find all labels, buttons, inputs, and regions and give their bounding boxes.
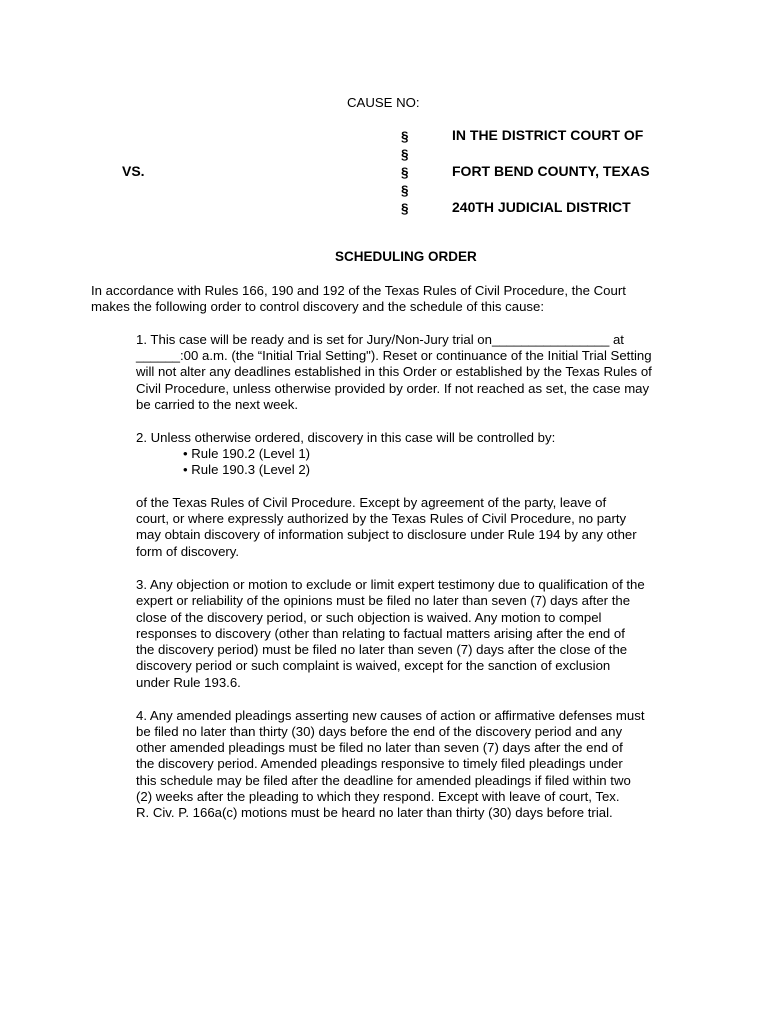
order-title: SCHEDULING ORDER: [335, 249, 477, 264]
paragraph-4-line: (2) weeks after the pleading to which they respond. Except with leave of court, Tex.: [136, 789, 620, 804]
paragraph-2-line: of the Texas Rules of Civil Procedure. Except by agreement of the party, leave of: [136, 495, 607, 510]
paragraph-2-line: form of discovery.: [136, 544, 240, 559]
paragraph-3-line: responses to discovery (other than relating to factual matters arising after the end of: [136, 626, 625, 641]
paragraph-4-line: R. Civ. P. 166a(c) motions must be heard no later than thirty (30) days before trial.: [136, 805, 613, 820]
bullet-item: • Rule 190.2 (Level 1): [183, 446, 311, 461]
paragraph-3-line: 3. Any objection or motion to exclude or limit expert testimony due to qualification of the: [136, 577, 645, 592]
paragraph-1-line: will not alter any deadlines established in this Order or established by the Texas Rules of: [136, 364, 652, 379]
court-line-county: FORT BEND COUNTY, TEXAS: [452, 163, 650, 179]
paragraph-3-line: close of the discovery period, or such objection is waived. Any motion to compel: [136, 610, 602, 625]
paragraph-1-line: be carried to the next week.: [136, 397, 299, 412]
section-symbol: §: [401, 183, 409, 198]
paragraph-3-line: expert or reliability of the opinions must be filed no later than seven (7) days after the: [136, 593, 631, 608]
paragraph-2-line: may obtain discovery of information subject to disclosure under Rule 194 by any other: [136, 527, 637, 542]
paragraph-3-line: under Rule 193.6.: [136, 675, 241, 690]
paragraph-4-line: other amended pleadings must be filed no later than seven (7) days after the end of: [136, 740, 623, 755]
paragraph-4-line: 4. Any amended pleadings asserting new causes of action or affirmative defenses must: [136, 708, 645, 723]
versus-label: VS.: [122, 163, 145, 179]
paragraph-1-line: ______:00 a.m. (the “Initial Trial Setting"). Reset or continuance of the Initial Trial Setting: [136, 348, 652, 363]
intro-line: makes the following order to control discovery and the schedule of this cause:: [91, 299, 545, 314]
paragraph-3-line: the discovery period) must be filed no later than seven (7) days after the close of the: [136, 642, 628, 657]
section-symbol: §: [401, 147, 409, 162]
paragraph-2-lead: 2. Unless otherwise ordered, discovery in this case will be controlled by:: [136, 430, 556, 445]
section-symbol: §: [401, 129, 409, 144]
paragraph-4-line: be filed no later than thirty (30) days before the end of the discovery period and any: [136, 724, 623, 739]
paragraph-4-line: this schedule may be filed after the deadline for amended pleadings if filed within two: [136, 773, 631, 788]
paragraph-1-line: Civil Procedure, unless otherwise provided by order. If not reached as set, the case may: [136, 381, 650, 396]
court-line-district-court: IN THE DISTRICT COURT OF: [452, 127, 644, 143]
section-symbol: §: [401, 201, 409, 216]
bullet-item: • Rule 190.3 (Level 2): [183, 462, 311, 477]
intro-line: In accordance with Rules 166, 190 and 192 of the Texas Rules of Civil Procedure, the Court: [91, 283, 626, 298]
section-symbol: §: [401, 165, 409, 180]
court-line-judicial-district: 240TH JUDICIAL DISTRICT: [452, 199, 631, 215]
cause-number-label: CAUSE NO:: [347, 95, 420, 110]
paragraph-3-line: discovery period or such complaint is waived, except for the sanction of exclusion: [136, 658, 611, 673]
paragraph-1-line: 1. This case will be ready and is set for Jury/Non-Jury trial on________________ at: [136, 332, 624, 347]
paragraph-4-line: the discovery period. Amended pleadings responsive to timely filed pleadings under: [136, 756, 623, 771]
paragraph-2-line: court, or where expressly authorized by the Texas Rules of Civil Procedure, no party: [136, 511, 627, 526]
